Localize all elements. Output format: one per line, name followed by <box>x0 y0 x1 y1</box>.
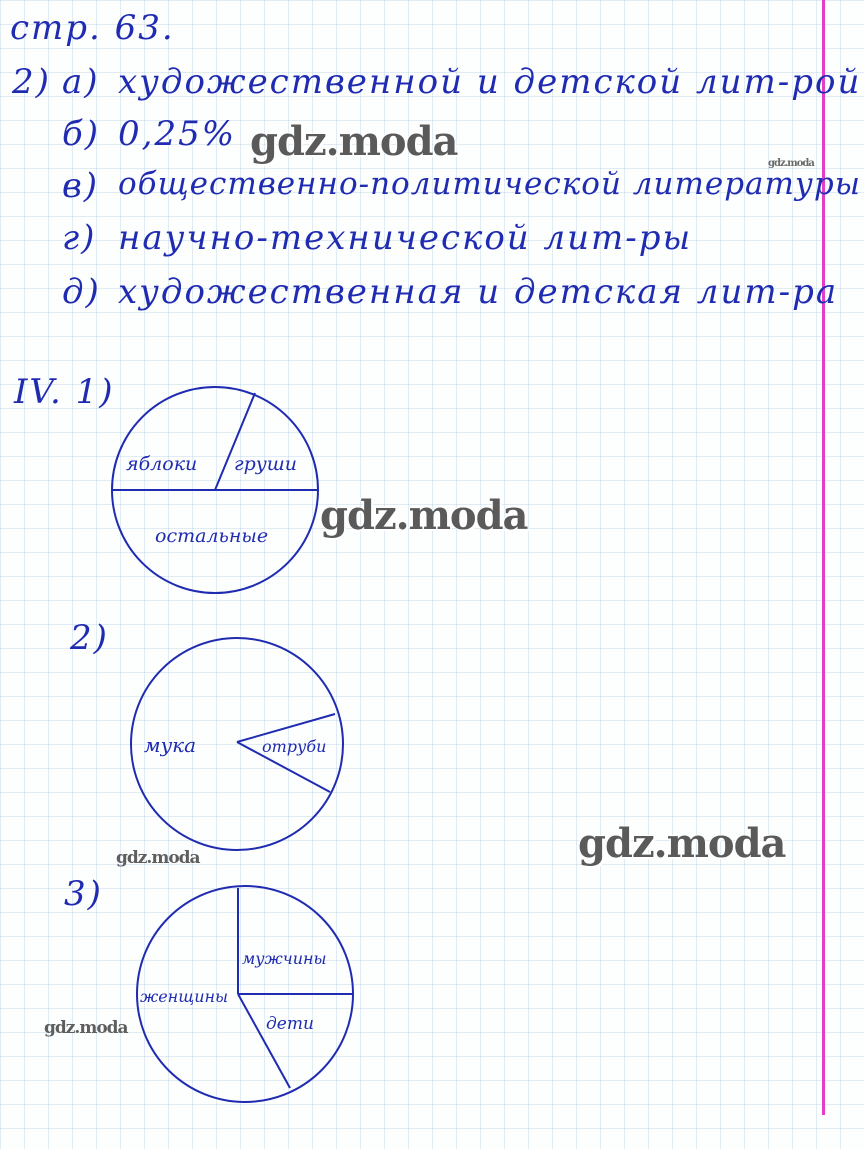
watermark-middle: gdz.moda <box>320 492 528 539</box>
pie-3-label-women: женщины <box>140 987 229 1006</box>
diagram-3-number: 3) <box>64 874 103 914</box>
pie-3-label-men: мужчины <box>242 949 327 968</box>
pie-1-label-pears: груши <box>234 453 298 475</box>
watermark-small-1: gdz.moda <box>116 848 200 868</box>
watermark-tiny: gdz.moda <box>768 158 814 169</box>
answer-g-mark: г) <box>62 218 97 258</box>
answer-d-text: художественная и детская лит-ра <box>118 272 839 312</box>
task2-number: 2) <box>12 62 51 102</box>
watermark-small-2: gdz.moda <box>44 1018 128 1038</box>
task4-mark: IV. 1) <box>14 372 115 412</box>
diagram-2-number: 2) <box>70 618 109 658</box>
answer-g-text: научно-технической лит-ры <box>118 218 693 258</box>
pie-1-divider-diagonal <box>215 393 255 490</box>
pie-2-label-bran: отруби <box>262 737 327 756</box>
pie-chart-2 <box>120 634 350 864</box>
answer-v-mark: в) <box>62 166 100 206</box>
answer-a-text: художественной и детской лит-рой <box>118 62 862 102</box>
answer-v-text: общественно-политической литературы <box>118 166 862 202</box>
watermark-right: gdz.moda <box>578 820 786 867</box>
pie-2-label-flour: мука <box>144 733 197 757</box>
page-header: стр. 63. <box>10 8 175 48</box>
answer-d-mark: д) <box>62 272 101 312</box>
pie-3-divider-diagonal <box>238 994 290 1088</box>
pie-chart-3 <box>130 884 360 1114</box>
pie-1-label-apples: яблоки <box>126 453 198 475</box>
answer-a-mark: а) <box>62 62 100 102</box>
watermark-top: gdz.moda <box>250 118 458 165</box>
pie-1-label-others: остальные <box>155 525 269 547</box>
pie-chart-1 <box>100 390 330 610</box>
pie-3-label-children: дети <box>266 1014 314 1034</box>
answer-b-text: 0,25% <box>118 114 237 154</box>
answer-b-mark: б) <box>62 114 101 154</box>
